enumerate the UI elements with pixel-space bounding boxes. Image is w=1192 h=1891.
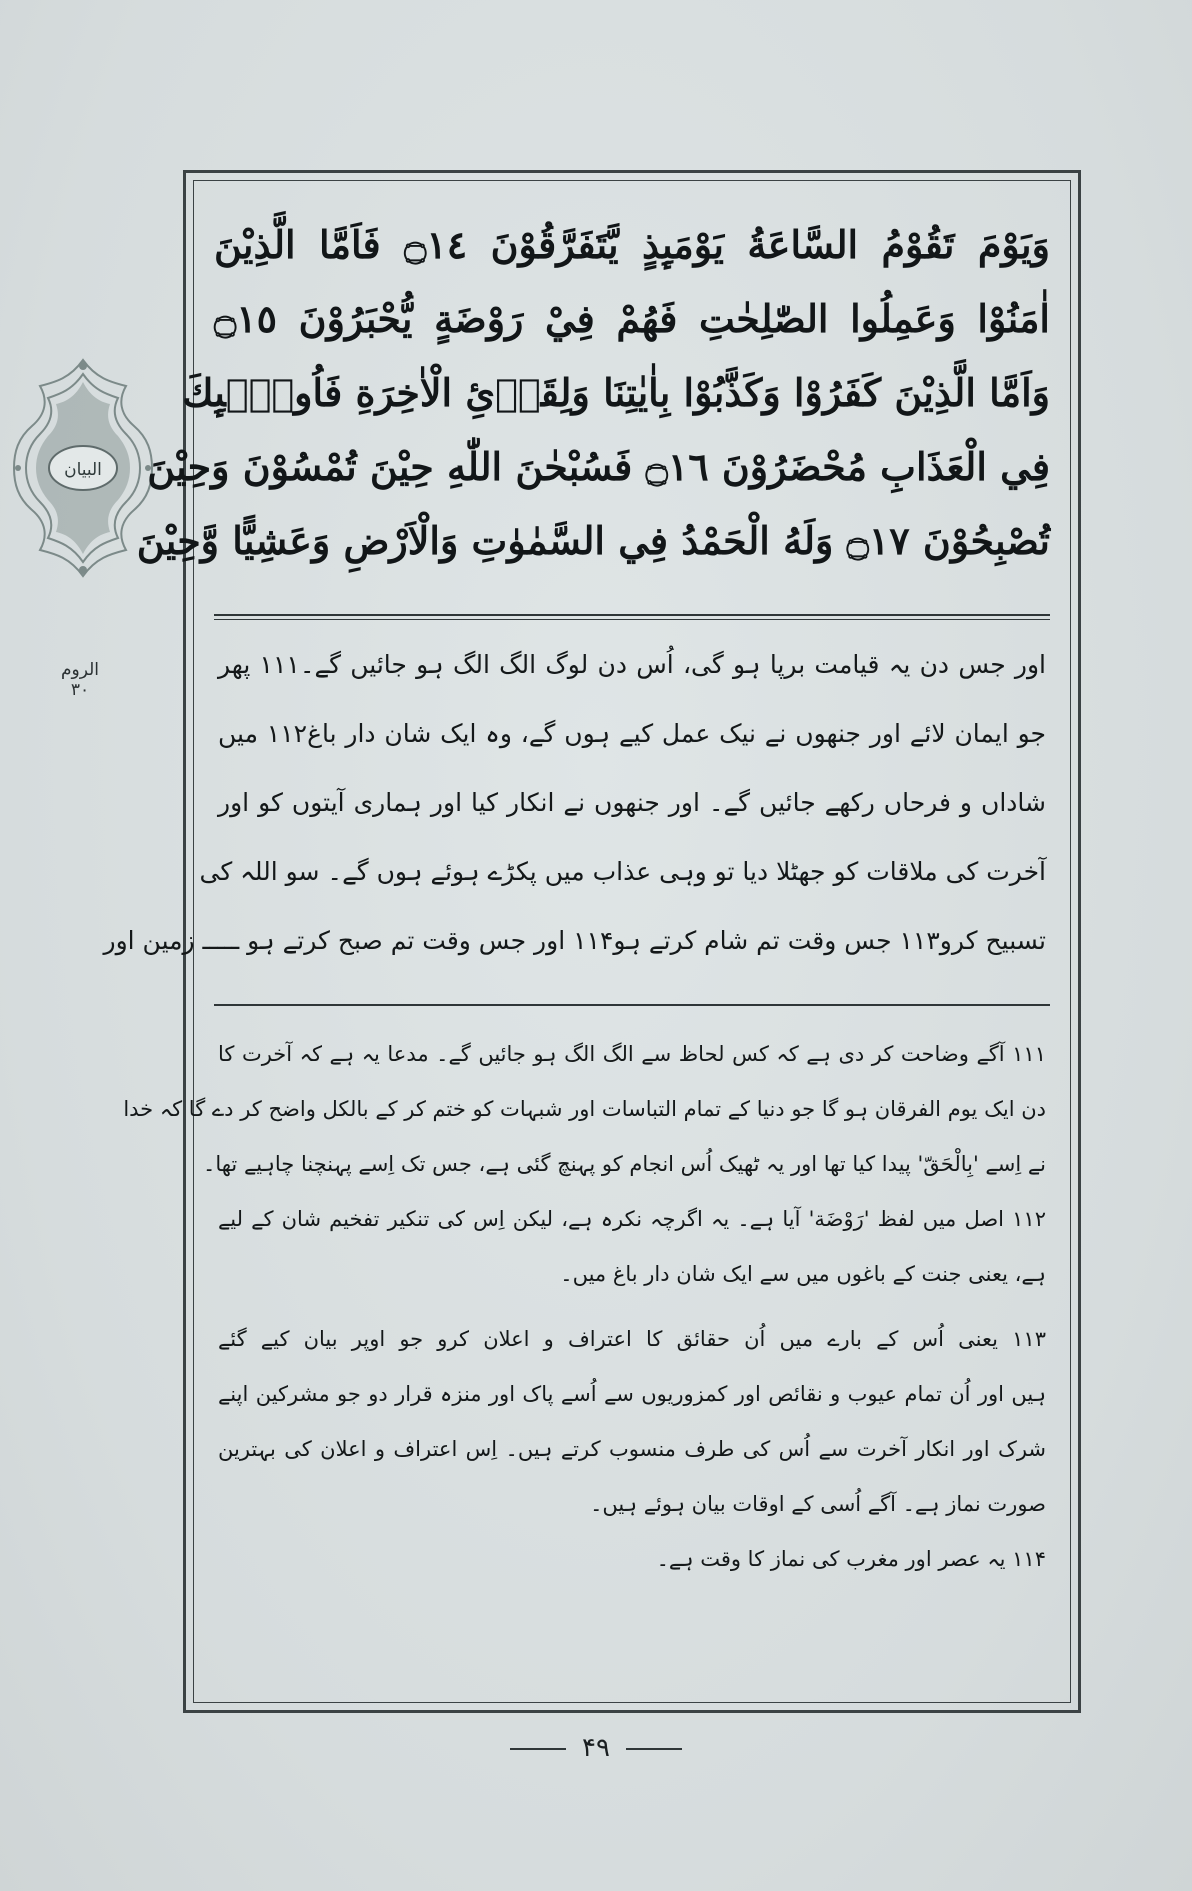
ornament-medallion-icon xyxy=(8,352,158,584)
footnote-line: نے اِسے 'بِالْحَقّ' پیدا کیا تھا اور یہ ٹھیک اُس انجام کو پہنچ گئی ہے، جس تک اِسے پہنچنا چاہیے تھا۔ xyxy=(203,1152,1046,1176)
surah-number: ۳۰ xyxy=(70,680,90,700)
divider-rule xyxy=(214,619,1050,620)
footnote-line: ہیں اور اُن تمام عیوب و نقائص اور کمزوریوں سے اُسے پاک اور منزہ قرار دو جو مشرکین اپنے xyxy=(218,1382,1046,1406)
divider-rule xyxy=(214,1004,1050,1006)
footnote-line: ۱۱۳ یعنی اُس کے بارے میں اُن حقائق کا اعتراف و اعلان کرو جو اوپر بیان کیے گئے xyxy=(218,1327,1046,1351)
footnote xyxy=(218,1195,1046,1305)
translation-line: تسبیح کرو۱۱۳ جس وقت تم شام کرتے ہو۱۱۴ اور جس وقت تم صبح کرتے ہو ـــــ زمین اور xyxy=(103,926,1046,955)
ornament-title: البيان xyxy=(64,460,102,480)
footnotes-block xyxy=(123,1030,1046,1590)
arabic-line: فِي الْعَذَابِ مُحْضَرُوْنَ ۝١٦ فَسُبْحٰنَ اللّٰهِ حِيْنَ تُمْسُوْنَ وَحِيْنَ xyxy=(147,444,1050,489)
footnote-line: ہے، یعنی جنت کے باغوں میں سے ایک شان دار باغ میں۔ xyxy=(560,1262,1046,1286)
footnote xyxy=(218,1315,1046,1535)
footnote-line: دن ایک یوم الفرقان ہو گا جو دنیا کے تمام التباسات اور شبہات کو ختم کر کے بالکل واضح کر دے گا کہ خدا xyxy=(123,1097,1046,1121)
arabic-line: وَاَمَّا الَّذِيْنَ كَفَرُوْا وَكَذَّبُوْا بِاٰيٰتِنَا وَلِقَاۗئِ الْاٰخِرَةِ فَاُولٰۗىِٕكَ xyxy=(182,370,1050,415)
translation-line: اور جس دن یہ قیامت برپا ہو گی، اُس دن لوگ الگ الگ ہو جائیں گے۔۱۱۱ پھر xyxy=(218,650,1046,679)
footnote xyxy=(218,1535,1046,1590)
translation-line: شاداں و فرحاں رکھے جائیں گے۔ اور جنھوں نے انکار کیا اور ہماری آیتوں کو اور xyxy=(218,788,1046,817)
translation-line: آخرت کی ملاقات کو جھٹلا دیا تو وہی عذاب میں پکڑے ہوئے ہوں گے۔ سو اللہ کی xyxy=(199,857,1046,886)
page-number-bar xyxy=(0,1726,1192,1770)
arabic-text-block xyxy=(136,208,1050,578)
footnote-line: صورت نماز ہے۔ آگے اُسی کے اوقات بیان ہوئے ہیں۔ xyxy=(590,1492,1046,1516)
footnote-line: ۱۱۴ یہ عصر اور مغرب کی نماز کا وقت ہے۔ xyxy=(656,1547,1046,1571)
translation-block xyxy=(103,638,1046,983)
footnote xyxy=(123,1030,1046,1195)
surah-side-label xyxy=(40,660,120,700)
footnote-line: ۱۱۲ اصل میں لفظ 'رَوْضَة' آیا ہے۔ یہ اگرچہ نکرہ ہے، لیکن اِس کی تنکیر تفخیم شان کے لیے xyxy=(218,1207,1046,1231)
page-number: ۴۹ xyxy=(582,1733,610,1763)
footnote-line: ۱۱۱ آگے وضاحت کر دی ہے کہ کس لحاظ سے الگ الگ ہو جائیں گے۔ مدعا یہ ہے کہ آخرت کا xyxy=(218,1042,1046,1066)
footnote-line: شرک اور انکار آخرت سے اُس کی طرف منسوب کرتے ہیں۔ اِس اعتراف و اعلان کی بہترین xyxy=(218,1437,1046,1461)
arabic-line: تُصْبِحُوْنَ ۝١٧ وَلَهُ الْحَمْدُ فِي السَّمٰوٰتِ وَالْاَرْضِ وَعَشِيًّا وَّحِيْنَ xyxy=(136,518,1050,563)
translation-line: جو ایمان لائے اور جنھوں نے نیک عمل کیے ہوں گے، وہ ایک شان دار باغ۱۱۲ میں xyxy=(218,719,1046,748)
divider-rule xyxy=(214,614,1050,616)
surah-name: الروم xyxy=(60,660,100,680)
arabic-line: اٰمَنُوْا وَعَمِلُوا الصّٰلِحٰتِ فَهُمْ فِيْ رَوْضَةٍ يُّحْبَرُوْنَ ۝١٥ xyxy=(214,296,1050,341)
arabic-line: وَيَوْمَ تَقُوْمُ السَّاعَةُ يَوْمَىِٕذٍ يَّتَفَرَّقُوْنَ ۝١٤ فَاَمَّا الَّذِيْنَ xyxy=(214,222,1050,267)
